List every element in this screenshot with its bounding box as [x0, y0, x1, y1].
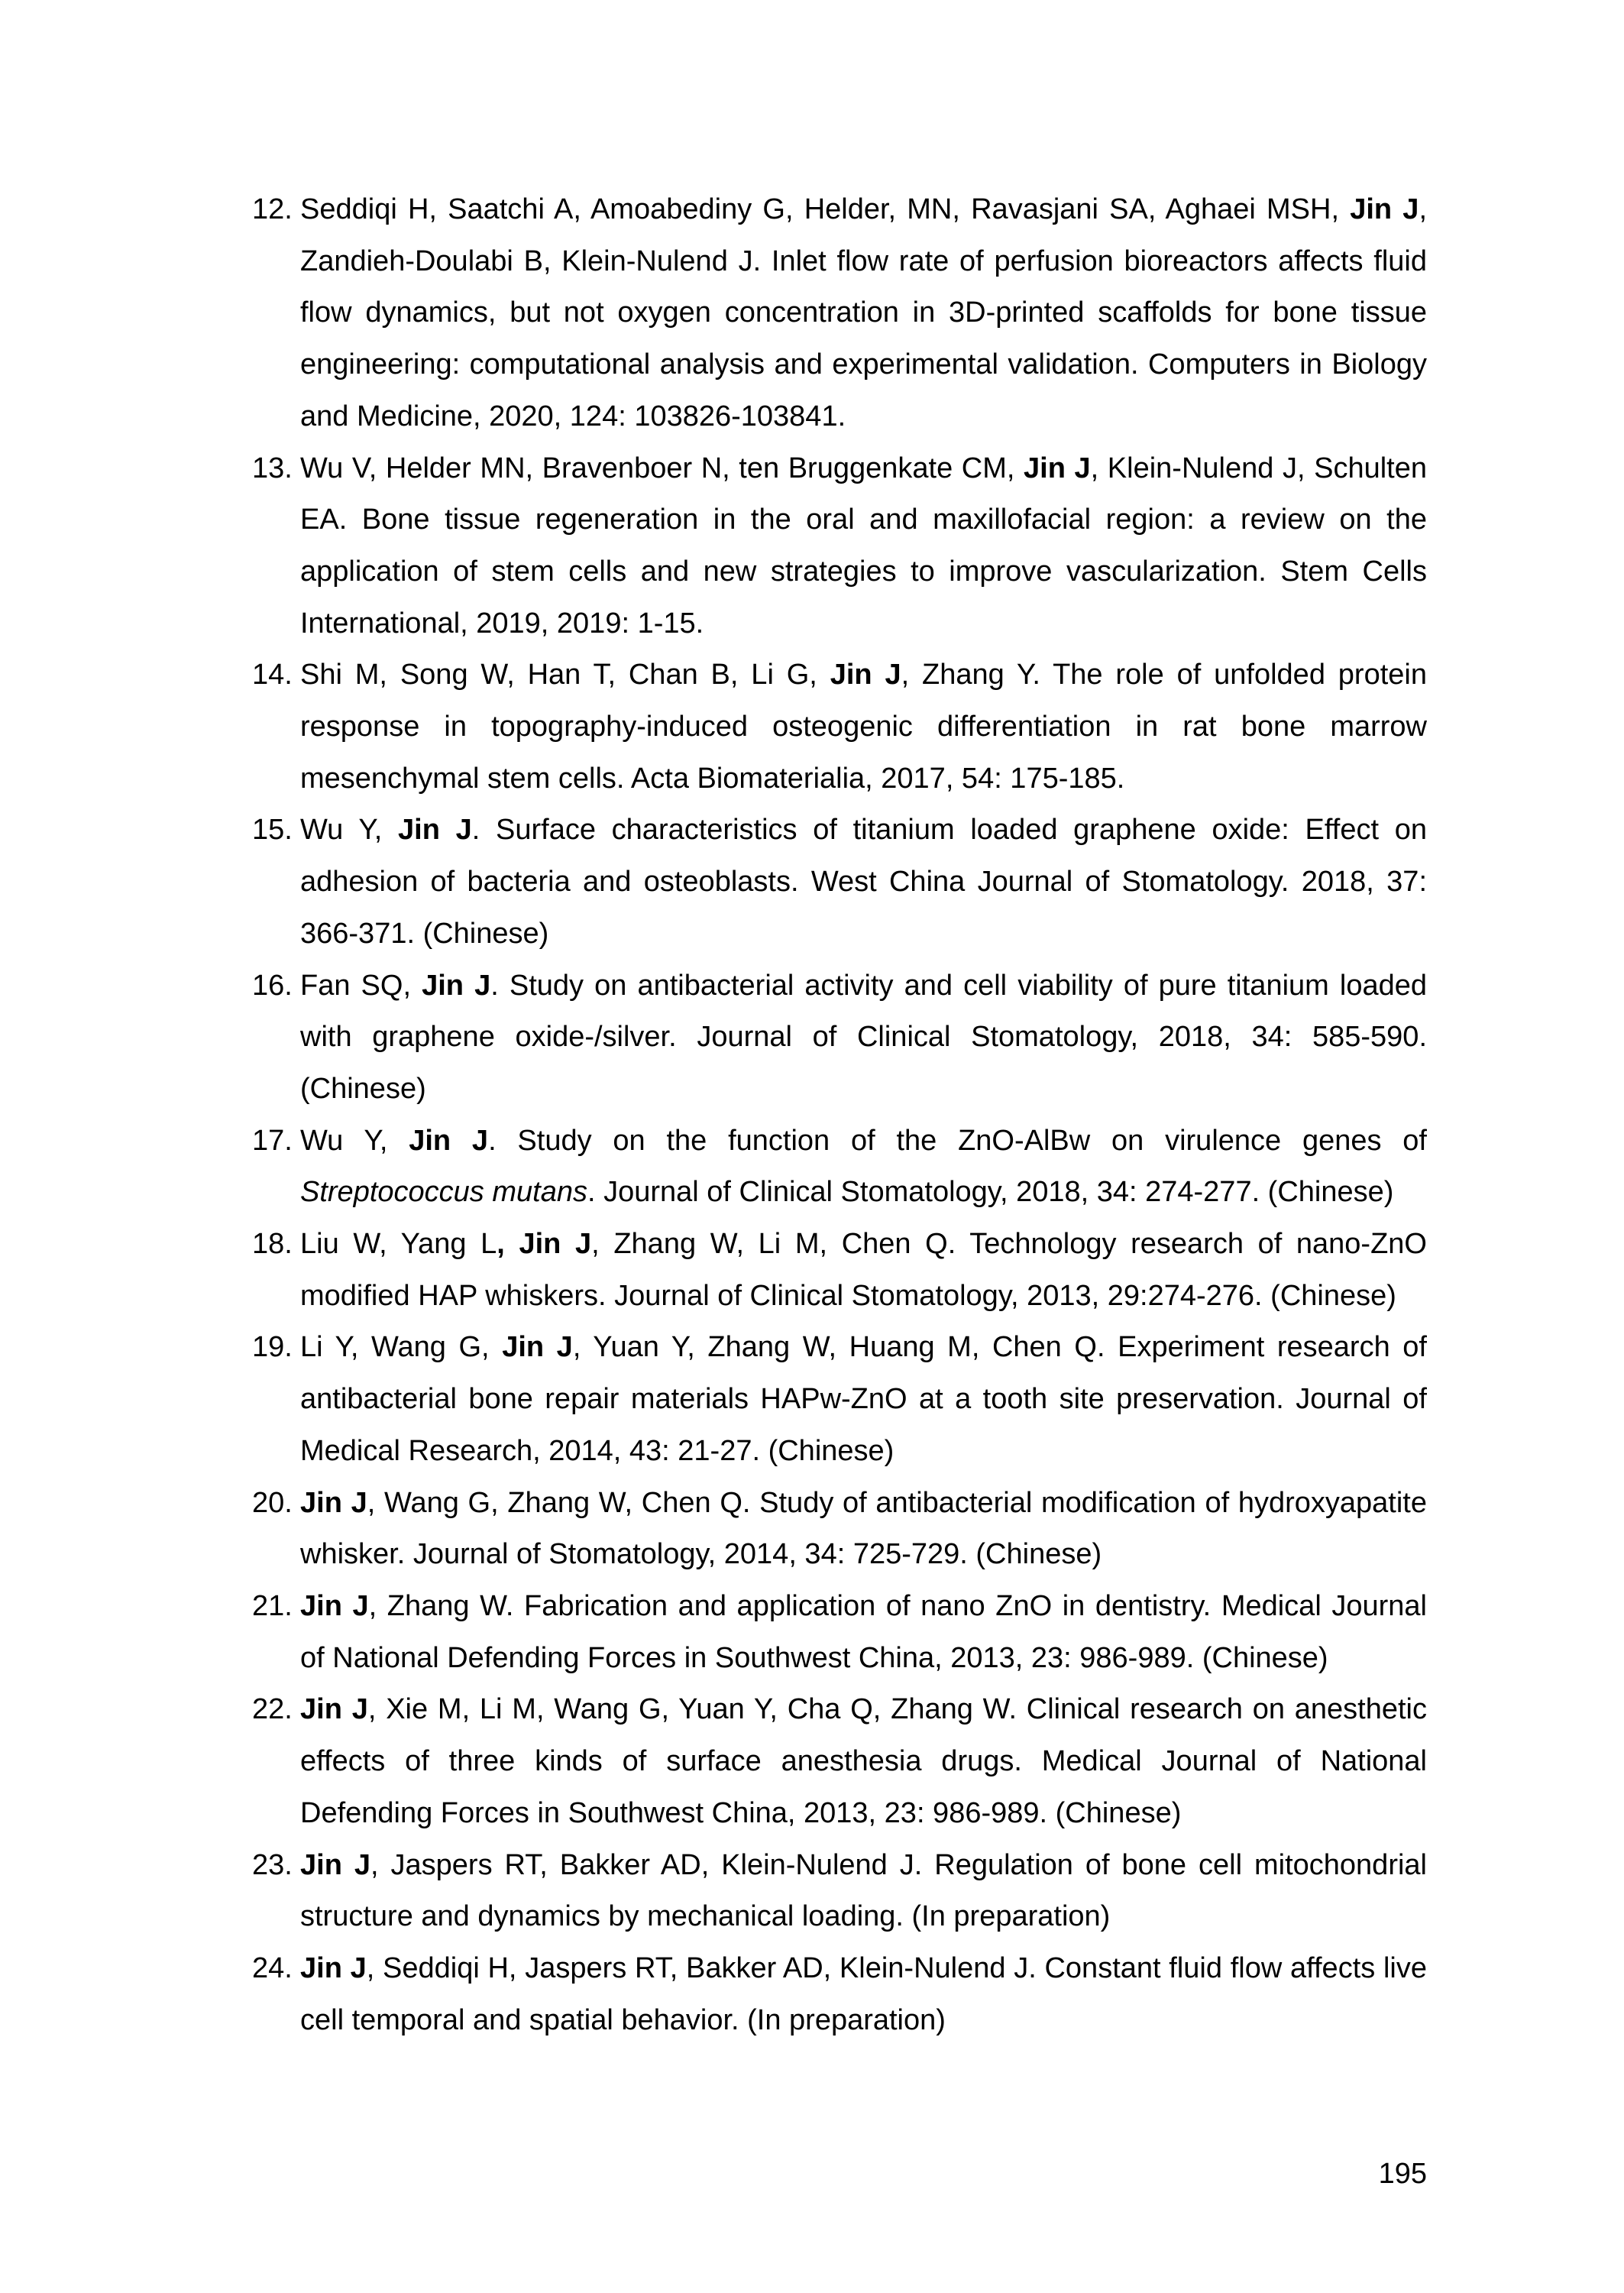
reference-text: [300, 970, 1427, 1105]
reference-text: [300, 1331, 1427, 1466]
reference-segment: Wu V, Helder MN, Bravenboer N, ten Bruggenkate CM,: [300, 452, 1024, 484]
reference-list: [252, 184, 1427, 2046]
reference-segment: Liu W, Yang L: [300, 1228, 497, 1261]
author-highlight: Jin J: [1350, 193, 1419, 225]
reference-segment: , Zhang W, Li M, Chen Q. Technology research of nano-ZnO modified HAP whiskers. Journal of Clinical Stomatology, 2013, 29:274-276. (Chinese): [300, 1228, 1427, 1312]
author-highlight: Jin J: [300, 1951, 367, 1984]
reference-segment: , Zandieh-Doulabi B, Klein-Nulend J. Inlet flow rate of perfusion bioreactors affects fluid flow dynamics, but not oxygen concentration in 3D-printed scaffolds for bone tissue engineering: computational analysis and experimental validation. Computers in Biology and Medicine, 2020, 124: 103826-103841.: [300, 193, 1427, 432]
reference-number: 15.: [252, 814, 293, 847]
reference-segment: Fan SQ,: [300, 969, 422, 1002]
reference-item: [252, 1840, 1427, 1943]
reference-number: 23.: [252, 1848, 293, 1881]
reference-number: 19.: [252, 1331, 293, 1364]
reference-number: 17.: [252, 1124, 293, 1157]
reference-text: [300, 1228, 1427, 1312]
reference-text: [300, 1693, 1427, 1828]
reference-segment: Seddiqi H, Saatchi A, Amoabediny G, Helder, MN, Ravasjani SA, Aghaei MSH,: [300, 193, 1351, 225]
author-highlight: Jin J: [422, 969, 491, 1002]
reference-text: [300, 1849, 1427, 1933]
reference-segment: , Klein-Nulend J, Schulten EA. Bone tissue regeneration in the oral and maxillofacial region: a review on the application of stem cells and new strategies to improve vascularization. Stem Cells International, 2019, 2019: 1-15.: [300, 452, 1427, 640]
reference-text: [300, 452, 1427, 640]
reference-segment: Wu Y,: [300, 814, 399, 847]
reference-segment: Li Y, Wang G,: [300, 1331, 503, 1364]
author-highlight: Jin J: [502, 1331, 573, 1364]
page-number: 195: [1378, 2158, 1427, 2190]
reference-segment: . Study on antibacterial activity and cell viability of pure titanium loaded with graphene oxide-/silver. Journal of Clinical Stomatology, 2018, 34: 585-590. (Chinese): [300, 969, 1427, 1105]
reference-text: [300, 1590, 1427, 1674]
author-highlight: Jin J: [830, 659, 901, 691]
reference-number: 24.: [252, 1951, 293, 1984]
reference-number: 16.: [252, 969, 293, 1002]
reference-item: [252, 960, 1427, 1116]
reference-item: [252, 1581, 1427, 1684]
reference-item: [252, 805, 1427, 960]
reference-number: 22.: [252, 1693, 293, 1726]
reference-text: [300, 659, 1427, 794]
author-highlight: Jin J: [398, 814, 472, 847]
reference-segment: , Zhang Y. The role of unfolded protein response in topography-induced osteogenic differentiation in rat bone marrow mesenchymal stem cells. Acta Biomaterialia, 2017, 54: 175-185.: [300, 659, 1427, 795]
reference-number: 20.: [252, 1486, 293, 1519]
reference-item: [252, 443, 1427, 650]
author-highlight: Jin J: [300, 1589, 369, 1622]
author-highlight: Jin J: [409, 1124, 489, 1157]
reference-item: [252, 1943, 1427, 2046]
reference-segment: , Zhang W. Fabrication and application of nano ZnO in dentistry. Medical Journal of National Defending Forces in Southwest China, 2013, 23: 986-989. (Chinese): [300, 1589, 1427, 1674]
reference-segment: Wu Y,: [300, 1124, 409, 1157]
author-highlight: Jin J: [300, 1486, 367, 1519]
reference-segment: , Jaspers RT, Bakker AD, Klein-Nulend J. Regulation of bone cell mitochondrial structure and dynamics by mechanical loading. (In preparation): [300, 1848, 1427, 1933]
reference-text: [300, 1125, 1427, 1209]
reference-text: [300, 814, 1427, 949]
reference-segment: Shi M, Song W, Han T, Chan B, Li G,: [300, 659, 830, 691]
reference-segment: , Seddiqi H, Jaspers RT, Bakker AD, Klein-Nulend J. Constant fluid flow affects live cell temporal and spatial behavior. (In preparation): [300, 1951, 1427, 2036]
reference-number: 13.: [252, 452, 293, 484]
reference-text: [300, 193, 1427, 432]
reference-text: [300, 1952, 1427, 2036]
reference-segment: . Journal of Clinical Stomatology, 2018, 34: 274-277. (Chinese): [587, 1176, 1394, 1209]
reference-item: [252, 649, 1427, 805]
author-highlight: Jin J: [300, 1693, 368, 1726]
reference-item: [252, 184, 1427, 443]
reference-segment: , Yuan Y, Zhang W, Huang M, Chen Q. Experiment research of antibacterial bone repair materials HAPw-ZnO at a tooth site preservation. Journal of Medical Research, 2014, 43: 21-27. (Chinese): [300, 1331, 1427, 1467]
reference-segment: . Study on the function of the ZnO-AlBw on virulence genes of: [488, 1124, 1427, 1157]
reference-number: 12.: [252, 193, 293, 225]
reference-number: 18.: [252, 1228, 293, 1261]
reference-item: [252, 1684, 1427, 1839]
reference-segment: , Xie M, Li M, Wang G, Yuan Y, Cha Q, Zhang W. Clinical research on anesthetic effects of three kinds of surface anesthesia drugs. Medical Journal of National Defending Forces in Southwest China, 2013, 23: 986-989. (Chinese): [300, 1693, 1427, 1829]
reference-item: [252, 1478, 1427, 1581]
reference-item: [252, 1322, 1427, 1477]
author-highlight: Jin J: [1024, 452, 1091, 484]
author-highlight: Jin J: [300, 1848, 370, 1881]
reference-item: [252, 1219, 1427, 1322]
author-highlight: , Jin J: [497, 1228, 592, 1261]
reference-number: 14.: [252, 659, 293, 691]
reference-item: [252, 1116, 1427, 1219]
reference-segment: . Surface characteristics of titanium loaded graphene oxide: Effect on adhesion of bacteria and osteoblasts. West China Journal of Stomatology. 2018, 37: 366-371. (Chinese): [300, 814, 1427, 950]
reference-text: [300, 1487, 1427, 1571]
reference-segment: , Wang G, Zhang W, Chen Q. Study of antibacterial modification of hydroxyapatite whisker. Journal of Stomatology, 2014, 34: 725-729. (Chinese): [300, 1486, 1427, 1571]
reference-number: 21.: [252, 1589, 293, 1622]
species-name: Streptococcus mutans: [300, 1176, 587, 1209]
